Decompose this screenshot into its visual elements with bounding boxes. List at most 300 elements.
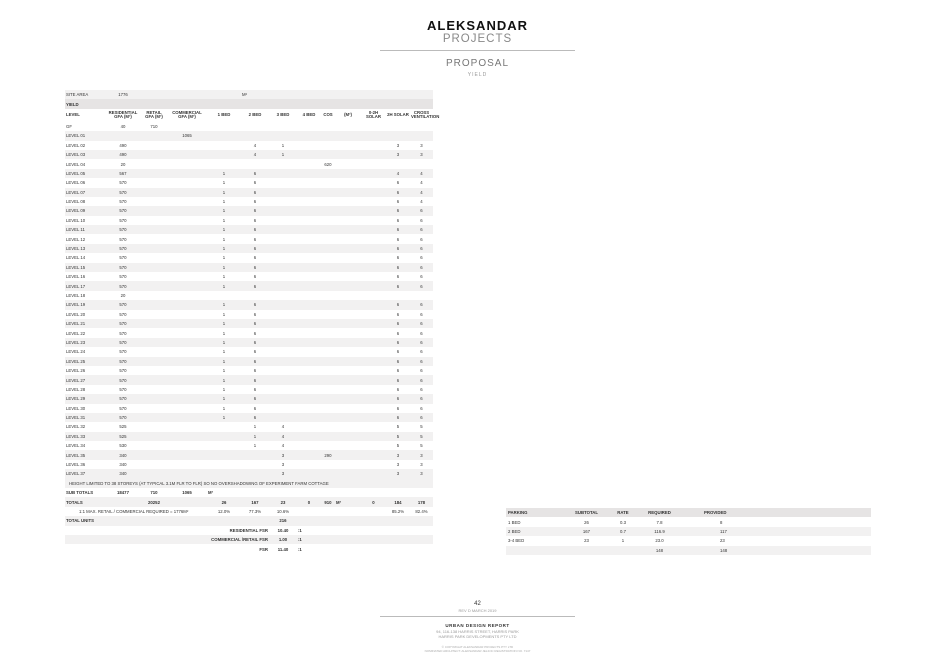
subtotal-unit: M² <box>208 490 214 496</box>
cell-value: 6 <box>241 206 269 215</box>
col-header: 4 BED <box>297 109 321 122</box>
cell-value: 6 <box>253 349 257 355</box>
table-row <box>65 197 433 206</box>
cell-value: 1 <box>207 394 241 403</box>
cell-value: 3 <box>420 142 423 148</box>
cell-value <box>167 394 207 403</box>
cell-value <box>141 234 167 243</box>
cell-value <box>361 375 386 384</box>
cell-value <box>297 328 321 337</box>
cell-value <box>335 347 361 356</box>
cell-value <box>335 178 361 187</box>
cell-value: 6 <box>386 281 410 290</box>
cell-value: 3 <box>269 450 297 459</box>
cell-value <box>297 159 321 168</box>
cell-value <box>167 169 207 178</box>
cell-value: 4 <box>241 150 269 159</box>
cell-value: 1 <box>269 150 297 159</box>
level-name: LEVEL 27 <box>65 375 105 384</box>
cell-value <box>361 413 386 422</box>
level-name: LEVEL 17 <box>65 281 105 290</box>
cell-value: 6 <box>241 244 269 253</box>
table-row <box>65 169 433 178</box>
cell-value: 1 <box>207 413 241 422</box>
parking-row <box>506 536 871 545</box>
table-row <box>65 338 433 347</box>
cell-value: 570 <box>105 263 141 272</box>
cell-value <box>335 422 361 431</box>
cell-value <box>167 159 207 168</box>
cell-value <box>167 328 207 337</box>
site-area-label: SITE AREA <box>65 90 105 99</box>
cell-value <box>141 328 167 337</box>
level-name: GF <box>66 123 72 129</box>
cell-value: 6 <box>253 386 257 392</box>
cell-value <box>361 263 386 272</box>
cell-value <box>297 272 321 281</box>
cell-value: 6 <box>253 368 257 374</box>
cell-value <box>361 291 386 300</box>
parking-type: 3-4 BED <box>508 538 525 544</box>
col-header: (M²) <box>335 109 361 122</box>
cell-value: 4 <box>386 169 410 178</box>
cell-value <box>167 272 207 281</box>
cell-value: 1 <box>222 217 226 223</box>
cell-value <box>269 197 297 206</box>
table-row <box>65 206 433 215</box>
cell-value: 340 <box>105 450 141 459</box>
fsr-value: 10.40 <box>277 527 289 533</box>
cell-value <box>297 291 321 300</box>
cell-value <box>167 150 207 159</box>
cell-value <box>361 188 386 197</box>
cell-value <box>335 441 361 450</box>
cell-value <box>361 422 386 431</box>
cell-value <box>297 131 321 140</box>
cell-value <box>207 131 241 140</box>
level-name: LEVEL 06 <box>66 180 86 186</box>
cell-value <box>335 432 361 441</box>
parking-row <box>506 546 871 555</box>
cell-value: 6 <box>396 180 400 186</box>
cell-value: 6 <box>410 413 433 422</box>
cell-value: 525 <box>119 424 127 430</box>
cell-value <box>141 413 167 422</box>
cell-value: 6 <box>241 188 269 197</box>
cell-value: 570 <box>119 349 127 355</box>
cell-value <box>141 375 167 384</box>
cell-value <box>410 159 433 168</box>
cell-value: 6 <box>420 311 423 317</box>
cell-value <box>297 234 321 243</box>
fsr-suffix: :1 <box>297 535 321 544</box>
cell-value: 3 <box>281 462 285 468</box>
cell-value: 570 <box>105 338 141 347</box>
cell-value <box>361 328 386 337</box>
cell-value <box>361 131 386 140</box>
cell-value: 6 <box>396 311 400 317</box>
parking-header-row <box>506 508 871 517</box>
cell-value: 570 <box>105 319 141 328</box>
cell-value: 1 <box>207 338 241 347</box>
cell-value <box>167 263 207 272</box>
parking-value: 8 <box>720 519 723 525</box>
site-area-row <box>65 90 433 99</box>
cell-value <box>361 159 386 168</box>
total-solar-2h: 184 <box>386 497 410 506</box>
cell-value <box>141 347 167 356</box>
cell-value <box>269 244 297 253</box>
cell-value <box>361 310 386 319</box>
cell-value <box>297 197 321 206</box>
cell-value: 1 <box>207 206 241 215</box>
level-name: LEVEL 33 <box>65 432 105 441</box>
cell-value <box>321 216 335 225</box>
cell-value <box>361 441 386 450</box>
cell-value: 340 <box>119 462 127 468</box>
cell-value <box>297 338 321 347</box>
cell-value <box>335 263 361 272</box>
cell-value <box>269 404 297 413</box>
total-3bed: 23 <box>269 497 297 506</box>
cell-value <box>297 169 321 178</box>
cell-value <box>141 178 167 187</box>
fsr-label: FSR <box>259 546 268 552</box>
cell-value: 570 <box>119 368 127 374</box>
cell-value <box>141 310 167 319</box>
table-row <box>65 328 433 337</box>
cell-value <box>269 159 297 168</box>
cell-value <box>361 404 386 413</box>
cell-value <box>141 225 167 234</box>
cell-value: 5 <box>420 443 423 449</box>
cell-value: 6 <box>420 236 423 242</box>
cell-value: 340 <box>105 469 141 478</box>
cell-value <box>321 178 335 187</box>
cell-value <box>335 281 361 290</box>
cell-value: 570 <box>119 199 127 205</box>
cell-value: 20 <box>120 161 126 167</box>
parking-value: 148 <box>682 546 871 555</box>
cell-value: 6 <box>410 300 433 309</box>
cell-value <box>141 216 167 225</box>
cell-value <box>207 150 241 159</box>
level-name: LEVEL 16 <box>66 274 86 280</box>
cell-value <box>167 281 207 290</box>
total-units-value: 216 <box>269 516 297 525</box>
cell-value <box>167 244 207 253</box>
cell-value: 6 <box>396 405 400 411</box>
cell-value <box>297 469 321 478</box>
cell-value: 6 <box>420 405 423 411</box>
cell-value <box>269 413 297 422</box>
table-row <box>65 244 433 253</box>
cell-value <box>361 347 386 356</box>
total-cos-unit: M² <box>335 497 361 506</box>
cell-value <box>335 150 361 159</box>
cell-value <box>321 404 335 413</box>
cell-value: 290 <box>321 450 335 459</box>
cell-value <box>297 460 321 469</box>
table-row <box>65 432 433 441</box>
col-header: CROSS VENTILATION <box>410 109 433 122</box>
level-name: LEVEL 10 <box>66 217 86 223</box>
cell-value: 570 <box>105 300 141 309</box>
cell-value: 6 <box>396 349 400 355</box>
cell-value <box>297 366 321 375</box>
cell-value <box>386 131 410 140</box>
table-row <box>65 141 433 150</box>
cell-value: 570 <box>105 281 141 290</box>
cell-value: 6 <box>386 300 410 309</box>
cell-value <box>335 206 361 215</box>
cell-value <box>141 206 167 215</box>
cell-value <box>321 122 335 131</box>
brand-name: ALEKSANDAR <box>427 18 528 33</box>
cell-value <box>141 385 167 394</box>
cell-value <box>321 319 335 328</box>
copyright-line: © COPYRIGHT ALEKSANDAR PROJECTS PTY LTD <box>441 645 514 649</box>
level-name: LEVEL 04 <box>66 161 86 167</box>
table-row <box>65 450 433 459</box>
table-row <box>65 150 433 159</box>
cell-value <box>335 225 361 234</box>
cell-value <box>335 234 361 243</box>
cell-value <box>321 357 335 366</box>
cell-value <box>335 197 361 206</box>
cell-value: 6 <box>241 263 269 272</box>
parking-value: 23.0 <box>655 538 664 544</box>
cell-value <box>297 404 321 413</box>
cell-value: 1 <box>207 319 241 328</box>
cell-value: 6 <box>410 394 433 403</box>
cell-value <box>321 394 335 403</box>
parking-row <box>506 527 871 536</box>
cell-value: 6 <box>386 225 410 234</box>
height-note-row <box>65 479 433 488</box>
table-row <box>65 469 433 478</box>
level-name: LEVEL 09 <box>65 206 105 215</box>
cell-value <box>141 131 167 140</box>
cell-value <box>335 141 361 150</box>
parking-row <box>506 517 871 526</box>
cell-value <box>269 272 297 281</box>
header-divider <box>380 50 575 51</box>
level-name: LEVEL 20 <box>66 311 86 317</box>
cell-value <box>241 460 269 469</box>
cell-value: 6 <box>253 199 257 205</box>
parking-value: 117 <box>682 527 871 536</box>
cell-value: 1 <box>222 199 226 205</box>
cell-value <box>386 291 410 300</box>
cell-value <box>321 263 335 272</box>
cell-value <box>241 469 269 478</box>
level-name: LEVEL 36 <box>66 462 86 468</box>
cell-value: 6 <box>241 319 269 328</box>
cell-value <box>297 225 321 234</box>
cell-value <box>335 366 361 375</box>
parking-value: 23 <box>584 538 589 544</box>
cell-value <box>361 253 386 262</box>
cell-value: 1 <box>222 368 226 374</box>
table-row <box>65 178 433 187</box>
cell-value <box>241 450 269 459</box>
cell-value <box>141 469 167 478</box>
cell-value: 570 <box>119 405 127 411</box>
total-4bed: 0 <box>297 497 321 506</box>
cell-value <box>141 394 167 403</box>
cell-value: 1 <box>253 424 257 430</box>
cell-value <box>269 347 297 356</box>
cell-value <box>335 319 361 328</box>
cell-value <box>321 197 335 206</box>
fsr-row <box>65 526 433 535</box>
cell-value: 6 <box>396 386 400 392</box>
cell-value <box>141 366 167 375</box>
subsection-title: YIELD <box>467 72 488 78</box>
level-name: LEVEL 13 <box>65 244 105 253</box>
cell-value <box>335 394 361 403</box>
cell-value: 1 <box>207 375 241 384</box>
level-name: LEVEL 02 <box>66 142 86 148</box>
cell-value: 4 <box>281 424 285 430</box>
subtotal-retail: 710 <box>150 490 158 496</box>
cell-value <box>167 338 207 347</box>
cell-value <box>297 281 321 290</box>
level-name: LEVEL 31 <box>65 413 105 422</box>
cell-value <box>297 244 321 253</box>
cell-value: 6 <box>420 330 423 336</box>
cell-value: 6 <box>396 199 400 205</box>
cell-value: 6 <box>396 368 400 374</box>
cell-value <box>297 347 321 356</box>
table-row <box>65 234 433 243</box>
report-header <box>380 18 575 45</box>
yield-label: YIELD <box>65 99 433 108</box>
fsr-suffix: :1 <box>298 527 302 533</box>
cell-value <box>167 319 207 328</box>
cell-value <box>361 234 386 243</box>
pct-solar: 85.2% <box>391 508 405 514</box>
total-2bed: 167 <box>241 497 269 506</box>
cell-value <box>167 188 207 197</box>
table-row <box>65 460 433 469</box>
cell-value: 1 <box>222 349 226 355</box>
cell-value <box>321 413 335 422</box>
cell-value <box>297 150 321 159</box>
fsr-label: RESIDENTIAL FSR <box>229 527 268 533</box>
cell-value <box>321 281 335 290</box>
col-header: 2 BED <box>241 109 269 122</box>
cell-value <box>141 169 167 178</box>
cell-value <box>207 122 241 131</box>
cell-value: 3 <box>410 469 433 478</box>
cell-value <box>297 319 321 328</box>
level-name: LEVEL 12 <box>66 236 86 242</box>
cell-value <box>361 169 386 178</box>
cell-value <box>321 234 335 243</box>
cell-value <box>269 328 297 337</box>
cell-value <box>167 310 207 319</box>
cell-value: 1 <box>207 188 241 197</box>
cell-value: 6 <box>410 225 433 234</box>
cell-value: 1 <box>222 255 226 261</box>
cell-value: 3 <box>396 142 400 148</box>
cell-value <box>167 300 207 309</box>
pct-cross: 82.4% <box>415 508 428 514</box>
cell-value <box>241 291 269 300</box>
section-title: PROPOSAL <box>445 58 510 69</box>
cell-value <box>297 310 321 319</box>
cell-value: 6 <box>410 281 433 290</box>
cell-value: 40 <box>120 123 126 129</box>
cell-value <box>410 291 433 300</box>
cell-value <box>321 338 335 347</box>
cell-value: 6 <box>241 281 269 290</box>
table-row <box>65 263 433 272</box>
cell-value: 1 <box>207 225 241 234</box>
architect-line: NOMINATED ARCHITECT: ALEKSANDAR JELICIC REGISTRATION NO. 7147 <box>424 649 531 653</box>
cell-value: 6 <box>253 255 257 261</box>
column-header-row <box>65 109 433 122</box>
cell-value: 6 <box>241 338 269 347</box>
level-name: LEVEL 23 <box>65 338 105 347</box>
cell-value <box>167 178 207 187</box>
cell-value <box>361 216 386 225</box>
cell-value <box>269 122 297 131</box>
table-row <box>65 357 433 366</box>
subtotal-residential: 18477 <box>117 490 129 496</box>
parking-table <box>506 508 871 555</box>
address-block <box>380 629 575 639</box>
cell-value <box>141 300 167 309</box>
table-row <box>65 272 433 281</box>
cell-value: 6 <box>410 206 433 215</box>
cell-value: 6 <box>241 357 269 366</box>
cell-value: 3 <box>386 450 410 459</box>
cell-value <box>321 225 335 234</box>
cell-value <box>335 188 361 197</box>
height-note: HEIGHT LIMITED TO 38 STOREYS (AT TYPICAL 3.1M FLR TO FLR) SO NO OVERSHADOWING OF EXPERIMENT FARM COTTAGE <box>65 479 433 488</box>
cell-value <box>297 206 321 215</box>
cell-value: 525 <box>105 432 141 441</box>
cell-value: 1 <box>281 142 285 148</box>
cell-value: 5 <box>396 443 400 449</box>
parking-col-header: REQUIRED <box>637 508 682 517</box>
cell-value <box>297 122 321 131</box>
cell-value <box>361 460 386 469</box>
cell-value: 570 <box>105 225 141 234</box>
cell-value <box>141 141 167 150</box>
cell-value <box>269 253 297 262</box>
cell-value <box>269 375 297 384</box>
cell-value <box>269 300 297 309</box>
cell-value: 490 <box>119 142 127 148</box>
cell-value: 6 <box>253 236 257 242</box>
parking-value: 116.9 <box>637 527 682 536</box>
cell-value: 570 <box>119 386 127 392</box>
cell-value <box>335 469 361 478</box>
cell-value <box>167 469 207 478</box>
cell-value: 567 <box>105 169 141 178</box>
cell-value: 570 <box>119 274 127 280</box>
client-line: HARRIS PARK DEVELOPMENTS PTY LTD <box>438 634 517 639</box>
cell-value: 570 <box>105 188 141 197</box>
cell-value: 6 <box>386 413 410 422</box>
cell-value: 6 <box>386 394 410 403</box>
yield-table <box>65 90 440 554</box>
cell-value: 570 <box>119 217 127 223</box>
